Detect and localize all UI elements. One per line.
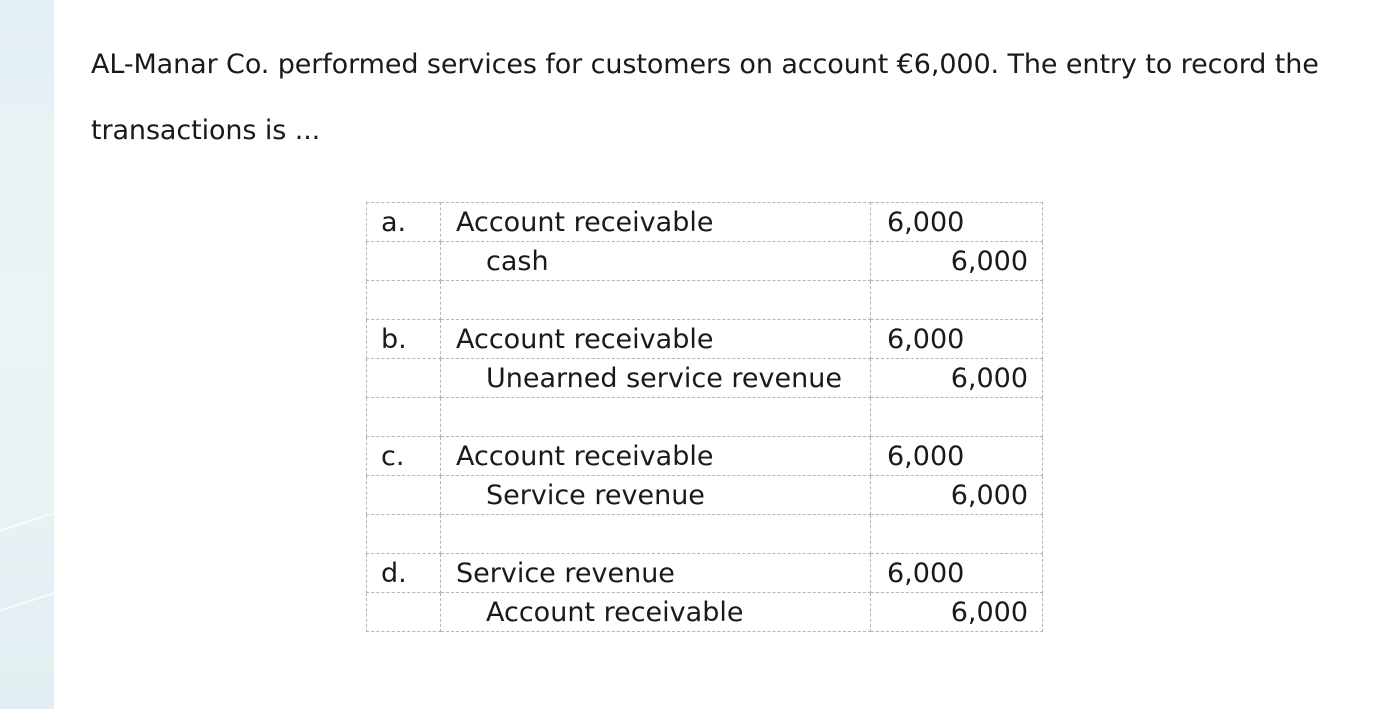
spacer-row bbox=[367, 281, 1043, 320]
journal-entries-table bbox=[366, 202, 1043, 632]
question-text: AL-Manar Co. performed services for customers on account €6,000. The entry to record the transactions is ... bbox=[91, 49, 1319, 146]
option-d-debit-row bbox=[367, 554, 1043, 593]
option-b-debit-row bbox=[367, 320, 1043, 359]
empty-cell bbox=[367, 359, 441, 398]
debit-amount: 6,000 bbox=[871, 320, 1043, 359]
empty-cell bbox=[367, 593, 441, 632]
option-letter: b. bbox=[367, 320, 441, 359]
empty-cell bbox=[367, 242, 441, 281]
decorative-streak bbox=[0, 505, 54, 538]
debit-account: Service revenue bbox=[441, 554, 871, 593]
option-b-credit-row bbox=[367, 359, 1043, 398]
credit-account: Service revenue bbox=[441, 476, 871, 515]
credit-amount: 6,000 bbox=[871, 242, 1043, 281]
option-c-credit-row bbox=[367, 476, 1043, 515]
debit-account: Account receivable bbox=[441, 437, 871, 476]
credit-account: Unearned service revenue bbox=[441, 359, 871, 398]
spacer-row bbox=[367, 398, 1043, 437]
side-panel bbox=[0, 0, 54, 709]
empty-cell bbox=[367, 476, 441, 515]
option-a-credit-row bbox=[367, 242, 1043, 281]
credit-account: Account receivable bbox=[441, 593, 871, 632]
credit-amount: 6,000 bbox=[871, 593, 1043, 632]
debit-account: Account receivable bbox=[441, 203, 871, 242]
debit-amount: 6,000 bbox=[871, 554, 1043, 593]
credit-account: cash bbox=[441, 242, 871, 281]
option-letter: a. bbox=[367, 203, 441, 242]
decorative-streak bbox=[0, 585, 54, 618]
debit-amount: 6,000 bbox=[871, 437, 1043, 476]
credit-amount: 6,000 bbox=[871, 359, 1043, 398]
option-c-debit-row bbox=[367, 437, 1043, 476]
option-letter: c. bbox=[367, 437, 441, 476]
debit-amount: 6,000 bbox=[871, 203, 1043, 242]
credit-amount: 6,000 bbox=[871, 476, 1043, 515]
spacer-row bbox=[367, 515, 1043, 554]
debit-account: Account receivable bbox=[441, 320, 871, 359]
option-d-credit-row bbox=[367, 593, 1043, 632]
option-letter: d. bbox=[367, 554, 441, 593]
option-a-debit-row bbox=[367, 203, 1043, 242]
